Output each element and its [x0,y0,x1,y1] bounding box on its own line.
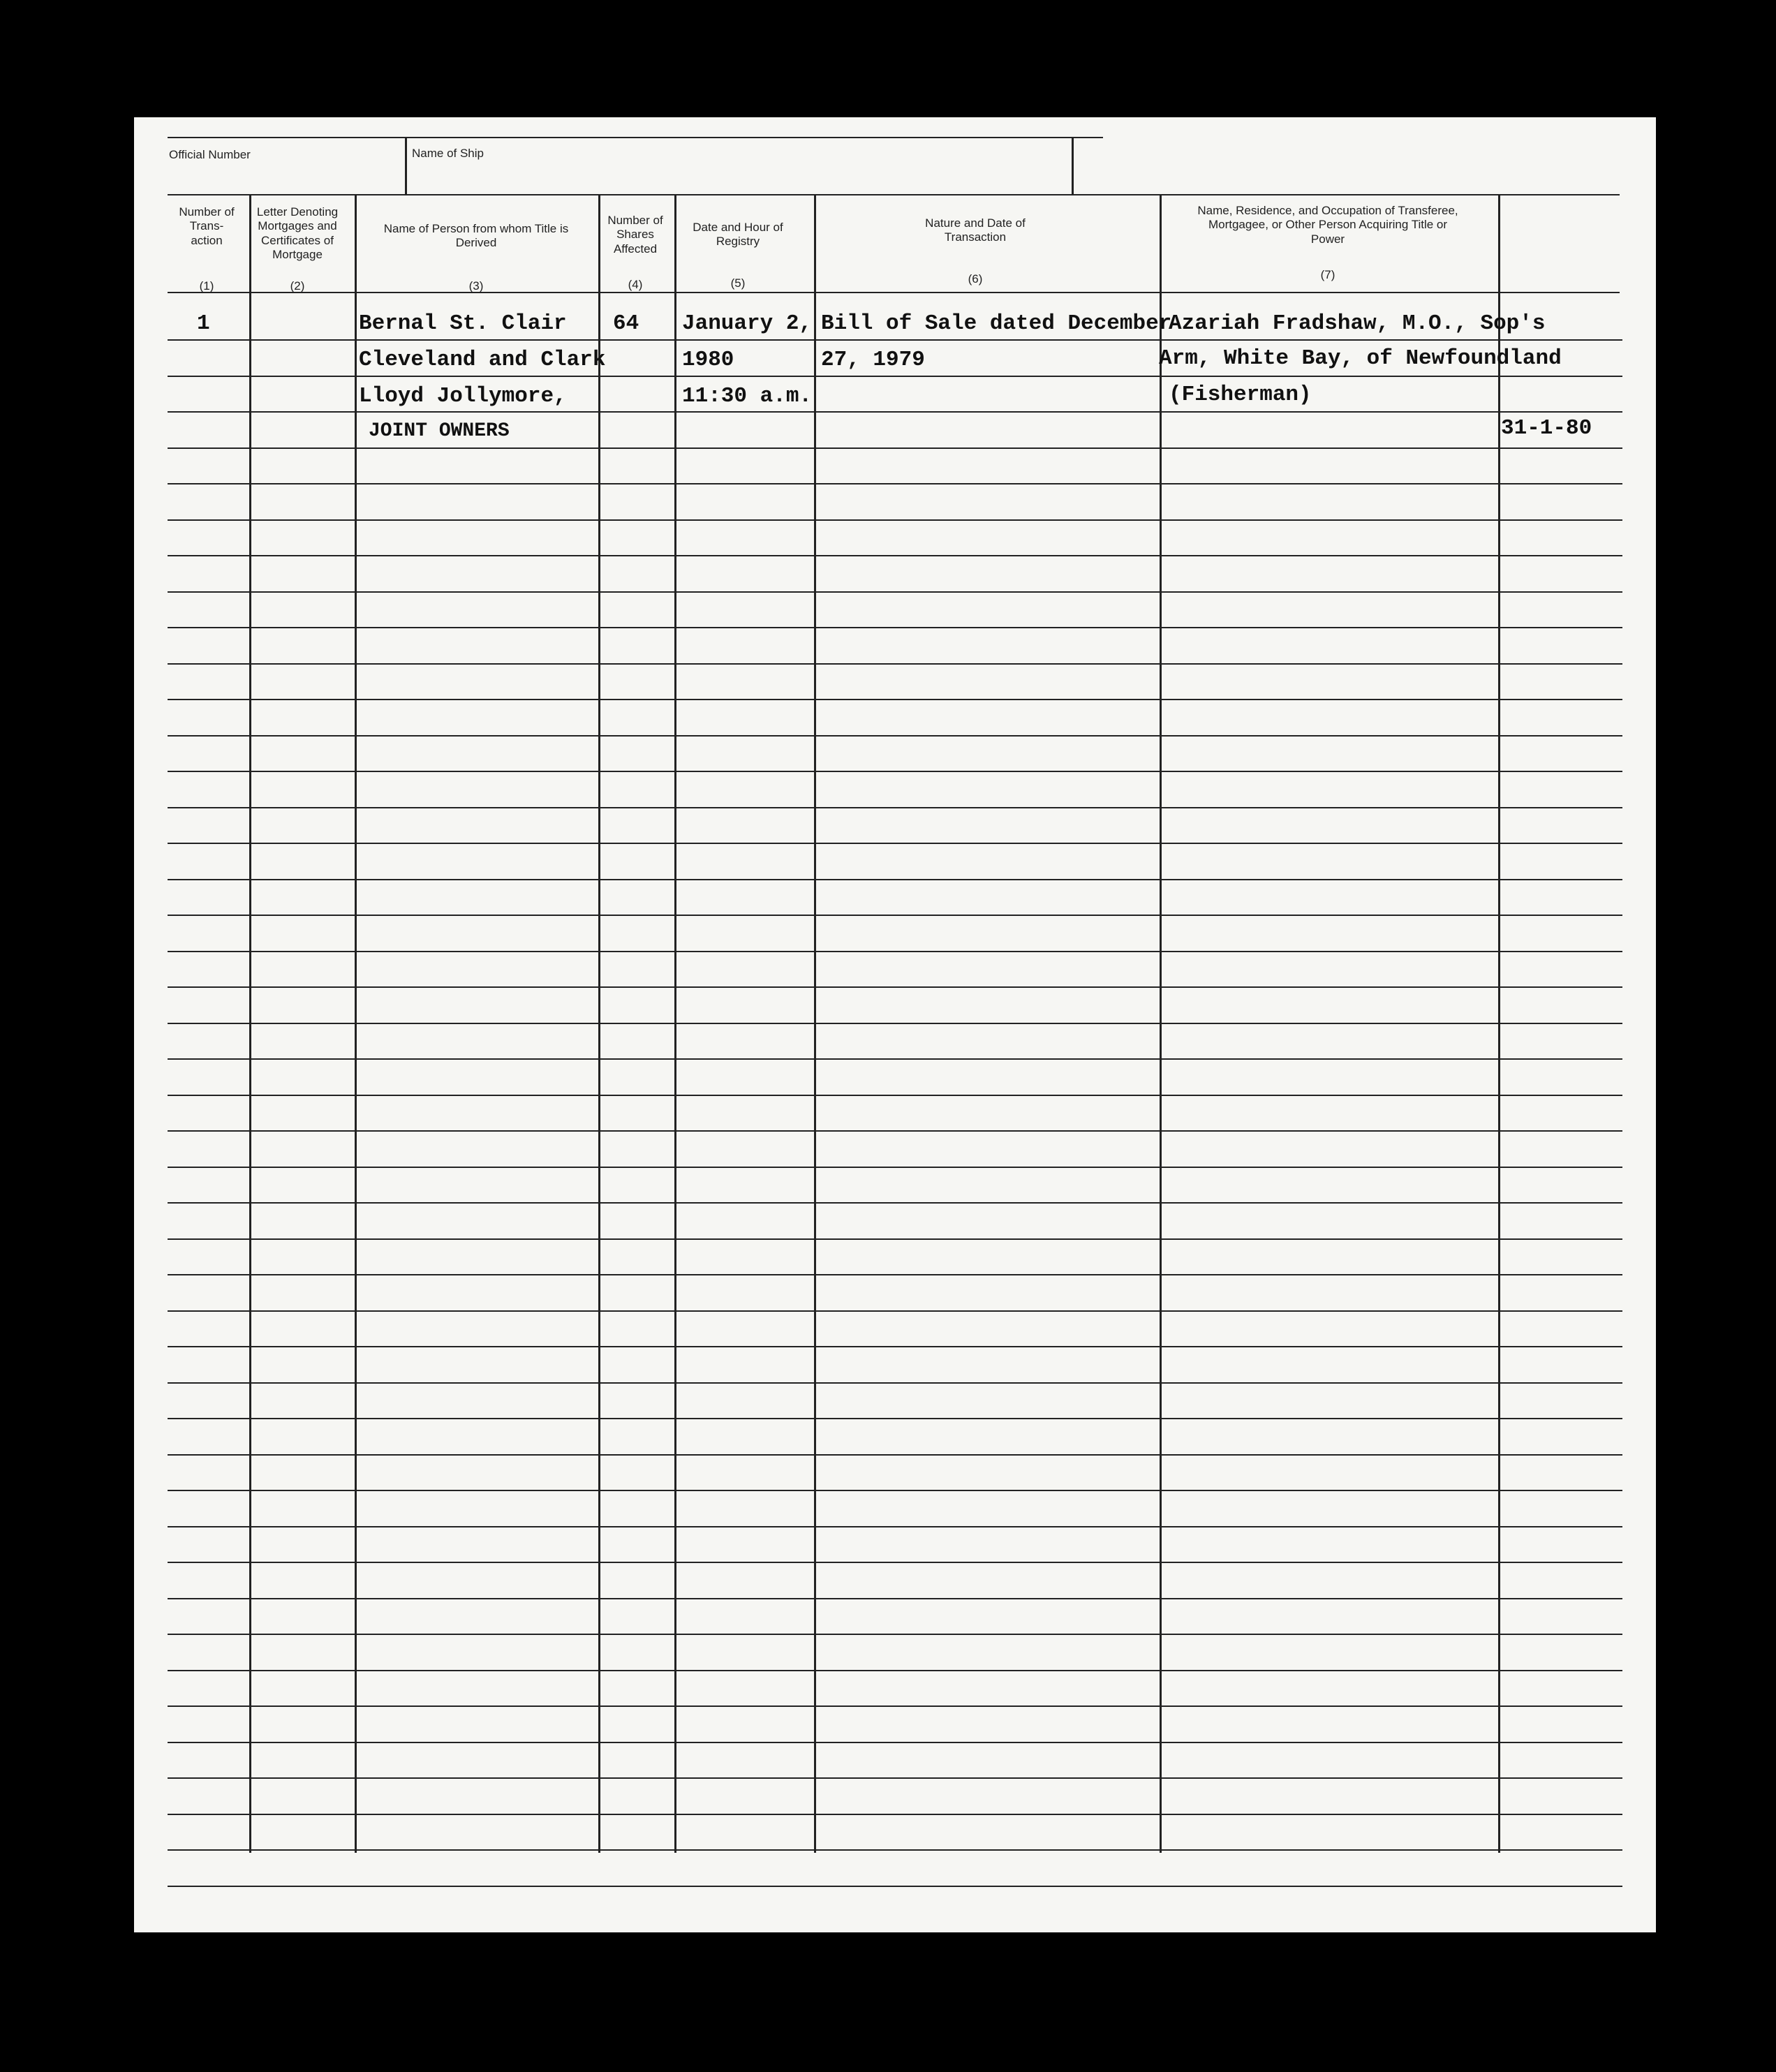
ruled-line [168,1849,1622,1851]
ruled-line [168,1418,1622,1419]
ruled-line [168,1274,1622,1275]
official-number-divider [405,137,407,194]
ruled-line [168,627,1622,628]
col5-header: Date and Hour of Registry [693,221,783,249]
header-top-rule [168,194,1620,195]
ruled-line [168,1634,1622,1635]
ruled-line [168,1310,1622,1312]
ruled-line [168,771,1622,772]
ruled-line [168,1130,1622,1132]
transferee-line-3: (Fisherman) [1169,383,1312,407]
col7-index: (7) [1320,268,1335,281]
top-border [168,137,1103,138]
ruled-line [168,483,1622,484]
ruled-line [168,1202,1622,1204]
ruled-line [168,376,1622,377]
register-sheet [134,117,1656,1932]
nature-line-1: Bill of Sale dated December [821,311,1172,336]
shares-affected: 64 [613,311,639,336]
transferee-line-2: Arm, White Bay, of Newfoundland [1159,346,1562,371]
ruled-line [168,1095,1622,1096]
ruled-line [168,986,1622,988]
ruled-line [168,1167,1622,1168]
ruled-line [168,1705,1622,1707]
ruled-line [168,735,1622,737]
ruled-line [168,1490,1622,1491]
from-person-line-3: Lloyd Jollymore, [359,384,567,408]
ruled-line [168,1886,1622,1887]
col1-index: (1) [199,279,214,293]
margin-date-note: 31-1-80 [1501,416,1592,441]
ruled-line [168,1238,1622,1240]
ruled-line [168,699,1622,700]
ruled-line [168,1670,1622,1671]
ship-name-right-border [1072,137,1074,194]
ruled-line [168,915,1622,916]
col4-index: (4) [628,278,643,291]
from-person-line-1: Bernal St. Clair [359,311,567,336]
ruled-line [168,843,1622,844]
ruled-line [168,663,1622,665]
ruled-line [168,1814,1622,1815]
registry-line-1: January 2, [682,311,813,336]
col2-header: Letter Denoting Mortgages and Certificates of Mortgage [256,205,339,262]
col1-header: Number of Trans- action [179,205,235,247]
ruled-line [168,1023,1622,1024]
official-number-label: Official Number [169,148,251,161]
ruled-line [168,951,1622,952]
ruled-line [168,591,1622,593]
col2-index: (2) [290,279,305,293]
from-person-line-2: Cleveland and Clark [359,348,606,372]
ruled-line [168,1742,1622,1743]
ruled-line [168,411,1622,413]
col7-header: Name, Residence, and Occupation of Transferee, Mortgagee, or Other Person Acquiring Title or Power [1197,204,1458,246]
ruled-line [168,519,1622,521]
ruled-line [168,807,1622,808]
transaction-number: 1 [197,311,210,336]
registry-line-2: 1980 [682,348,734,372]
col6-header: Nature and Date of Transaction [925,216,1026,244]
ruled-line [168,555,1622,556]
registry-line-3: 11:30 a.m. [682,384,813,408]
ruled-line [168,1777,1622,1779]
from-person-line-4: JOINT OWNERS [369,420,510,442]
ruled-line [168,1562,1622,1563]
ruled-line [168,1526,1622,1527]
ruled-line [168,1346,1622,1347]
col5-index: (5) [730,276,746,290]
col3-index: (3) [468,279,484,293]
ruled-line [168,447,1622,449]
nature-line-2: 27, 1979 [821,348,925,372]
ruled-line [168,339,1622,341]
ruled-line [168,1598,1622,1599]
col3-header: Name of Person from whom Title is Derived [383,222,569,250]
col4-header: Number of Shares Affected [607,214,663,256]
ruled-line [168,1058,1622,1060]
ruled-line [168,879,1622,880]
ruled-line [168,1454,1622,1456]
transferee-line-1: Azariah Fradshaw, M.O., Sop's [1169,311,1546,336]
name-of-ship-label: Name of Ship [412,147,484,160]
ruled-line [168,1382,1622,1384]
col6-index: (6) [968,272,983,286]
